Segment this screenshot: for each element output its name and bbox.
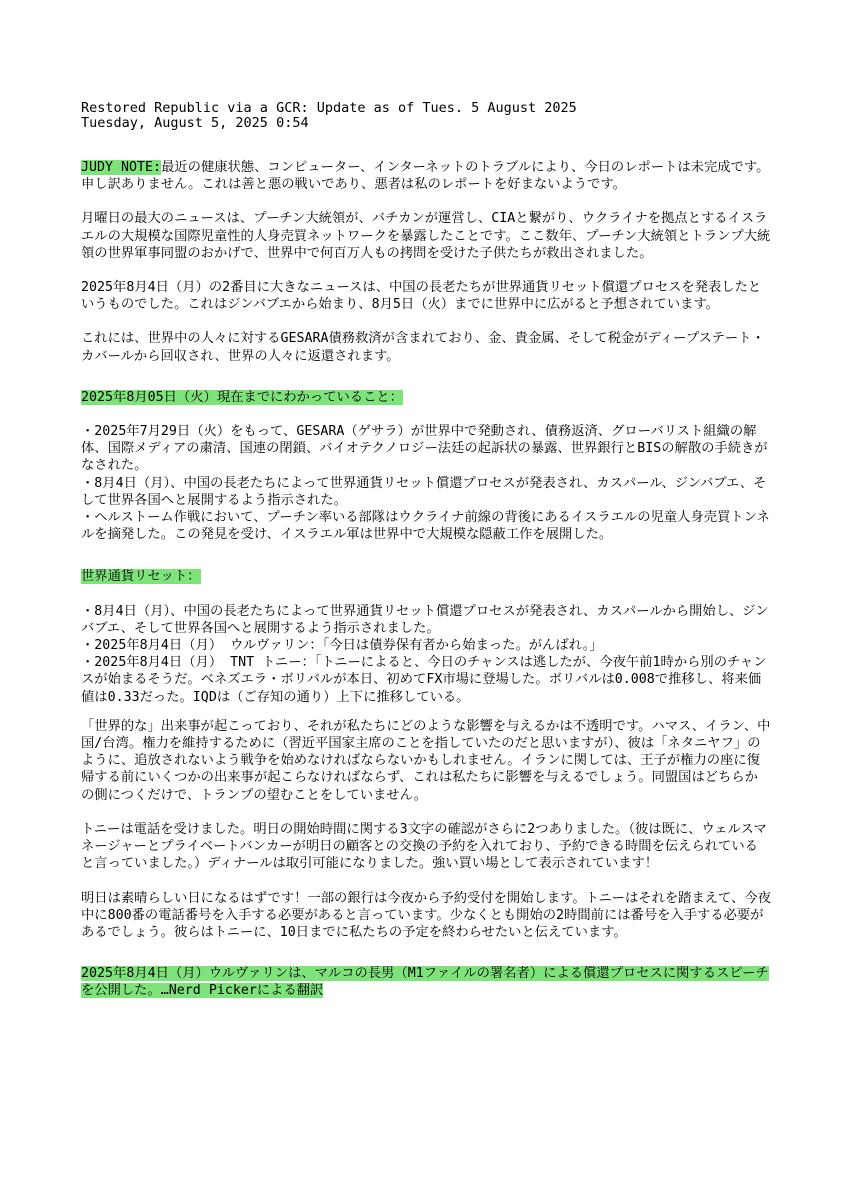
judy-note-label: JUDY NOTE: (81, 160, 162, 175)
intro-paragraph-3: これには、世界中の人々に対するGESARA債務救済が含まれており、金、貴金属、そして税金がディープステート・カバールから回収され、世界の人々に返還されます。 (81, 331, 765, 364)
intro-paragraph-2: 2025年8月4日（月）の2番目に大きなニュースは、中国の長老たちが世界通貨リセット償還プロセスを発表したというものでした。これはジンバブエから始まり、8月5日（火）までに世界中に広がると予想されています。 (81, 280, 762, 313)
document-title: Restored Republic via a GCR: Update as of Tues. 5 August 2025 (81, 100, 577, 116)
list-item: ・2025年8月4日（月） TNT トニー：「トニーによると、今日のチャンスは逃したが、今夜午前1時から別のチャンスが始まるそうだ。ベネズエラ・ボリバルが本日、初めてFX市場に登場した。ボリバルは0.008で推移し、将来価値は0.33だった。IQDは（ご存知の通り）上下に推移している。 (81, 655, 767, 705)
list-item: ・ヘルストーム作戦において、プーチン率いる部隊はウクライナ前線の背後にあるイスラエルの児童人身売買トンネルを摘発した。この発見を受け、イスラエル軍は世界中で大規模な隠蔽工作を展開した。 (81, 510, 770, 543)
document-date: Tuesday, August 5, 2025 0:54 (81, 115, 309, 131)
closing-heading (81, 965, 771, 999)
document-header (81, 101, 577, 131)
judy-note-text: 最近の健康状態、コンピューター、インターネットのトラブルにより、今日のレポートは未完成です。申し訳ありません。これは善と悪の戦いであり、悪者は私のレポートを好まないようです。 (81, 160, 770, 193)
section-known-heading-text: 2025年8月05日（火）現在までにわかっていること： (81, 389, 403, 405)
reset-paragraph-2: トニーは電話を受けました。明日の開始時間に関する3文字の確認がさらに2つありました。（彼は既に、ウェルスマネージャーとプライベートバンカーが明日の顧客との交換の予約を入れており、予約できる時間を伝えられていると言っていました。）ディナールは取引可能になりました。強い買い場として表示されています！ (81, 821, 767, 872)
section-reset-list (81, 603, 771, 706)
section-known-heading (81, 389, 771, 406)
section-reset-heading (81, 568, 771, 585)
section-known-list (81, 423, 771, 543)
list-item: ・8月4日（月）、中国の長老たちによって世界通貨リセット償還プロセスが発表され、カスパールから開始し、ジンバブエ、そして世界各国へと展開するよう指示されました。 (81, 603, 769, 636)
list-item: ・2025年8月4日（月） ウルヴァリン：「今日は債券保有者から始まった。がんばれ。」 (81, 638, 603, 654)
reset-paragraph-3: 明日は素晴らしい日になるはずです！一部の銀行は今夜から予約受付を開始します。トニーはそれを踏まえて、今夜中に800番の電話番号を入手する必要があると言っています。少なくとも開始の2時間前には番号を入手する必要があるでしょう。彼らはトニーに、10日までに私たちの予定を終わらせたいと伝えています。 (81, 890, 771, 940)
intro-paragraph-1: 月曜日の最大のニュースは、プーチン大統領が、バチカンが運営し、CIAと繋がり、ウクライナを拠点とするイスラエルの大規模な国際児童性的人身売買ネットワークを暴露したことです。ここ数年、プーチン大統領とトランプ大統領の世界軍事同盟のおかげで、世界中で何百万人もの拷問を受けた子供たちが救出されました。 (81, 211, 771, 261)
document-body (81, 159, 771, 1017)
judy-note-paragraph (81, 159, 771, 193)
closing-heading-text: 2025年8月4日（月）ウルヴァリンは、マルコの長男（M1ファイルの署名者）による償還プロセスに関するスピーチを公開した。…Nerd Pickerによる翻訳 (81, 966, 769, 999)
reset-paragraph-1: 「世界的な」出来事が起こっており、それが私たちにどのような影響を与えるかは不透明です。ハマス、イラン、中国/台湾。権力を維持するために（習近平国家主席のことを指していたのだと思いますが）、彼は「ネタニヤフ」のように、追放されないよう戦争を始めなければならないかもしれません。イランに関しては、王子が権力の座に復帰する前にいくつかの出来事が起こらなければならず、これは私たちに影響を与えるでしょう。同盟国はどちらかの側につくだけで、トランプの望むことをしていません。 (81, 718, 771, 803)
list-item: ・8月4日（月）、中国の長老たちによって世界通貨リセット償還プロセスが発表され、カスパール、ジンバブエ、そして世界各国へと展開するよう指示された。 (81, 475, 767, 508)
section-reset-heading-text: 世界通貨リセット： (81, 569, 201, 585)
list-item: ・2025年7月29日（火）をもって、GESARA（ゲサラ）が世界中で発動され、債務返済、グローバリスト組織の解体、国際メディアの粛清、国連の閉鎖、バイオテクノロジー法廷の起訴状の暴露、世界銀行とBISの解散の手続きがなされた。 (81, 424, 768, 474)
